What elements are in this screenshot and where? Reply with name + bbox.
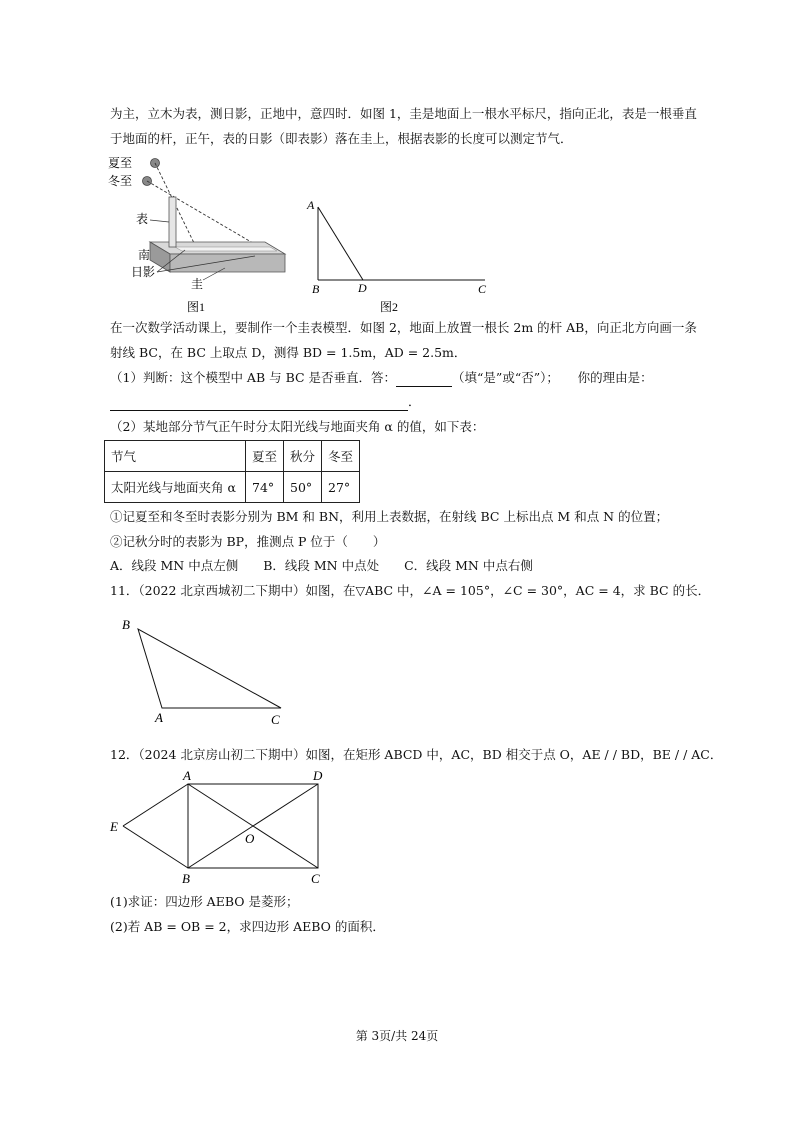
p10-reason-line bbox=[110, 393, 421, 411]
gui-base-side bbox=[170, 254, 285, 272]
label-biao: 表 bbox=[136, 212, 149, 226]
segment-EA bbox=[123, 784, 188, 826]
p10-question-1 bbox=[110, 369, 653, 387]
point-A: A bbox=[307, 198, 315, 212]
p12-part-1: (1)求证：四边形 AEBO 是菱形； bbox=[110, 894, 299, 909]
table-cell: 27° bbox=[322, 472, 360, 503]
figure-p11 bbox=[115, 612, 295, 732]
table-cell: 太阳光线与地面夹角 α bbox=[105, 472, 246, 503]
p10-text-2: 射线 BC，在 BC 上取点 D，测得 BD = 1.5m，AD = 2.5m． bbox=[110, 345, 467, 360]
p12-point-E: E bbox=[110, 819, 118, 834]
caption-figure-1: 图1 bbox=[187, 300, 206, 314]
label-winter: 冬至 bbox=[108, 174, 133, 188]
intro-line-2: 于地面的杆，正午，表的日影（即表影）落在圭上，根据表影的长度可以测定节气． bbox=[110, 131, 573, 146]
label-south: 南 bbox=[138, 248, 151, 262]
p11-point-C: C bbox=[271, 712, 280, 727]
table-cell: 秋分 bbox=[284, 441, 322, 472]
label-summer: 夏至 bbox=[108, 156, 133, 170]
table-cell: 节气 bbox=[105, 441, 246, 472]
figure-p12 bbox=[105, 765, 335, 890]
table-header-row bbox=[105, 441, 360, 472]
label-shadow: 日影 bbox=[131, 265, 156, 279]
p12-point-C: C bbox=[311, 871, 320, 886]
segment-EB bbox=[123, 826, 188, 868]
p11-point-A: A bbox=[155, 710, 163, 725]
biao-pointer bbox=[150, 220, 169, 222]
p10-options: A．线段 MN 中点左侧 B．线段 MN 中点处 C．线段 MN 中点右侧 bbox=[110, 558, 533, 573]
p12-part-2: (2)若 AB = OB = 2，求四边形 AEBO 的面积． bbox=[110, 919, 385, 934]
answer-blank-reason[interactable] bbox=[110, 396, 408, 411]
p10-sub-2: ②记秋分时的表影为 BP，推测点 P 位于（ ） bbox=[110, 534, 386, 549]
p11-point-B: B bbox=[122, 617, 130, 632]
gui-base-stripe bbox=[175, 247, 277, 251]
intro-line-1: 为主，立木为表，测日影，正地中，意四时．如图 1，圭是地面上一根水平标尺，指向正北，表是一根垂直 bbox=[110, 106, 697, 121]
answer-blank-1[interactable] bbox=[396, 372, 452, 387]
p12-point-D: D bbox=[313, 768, 323, 783]
table-cell: 夏至 bbox=[246, 441, 284, 472]
caption-figure-2: 图2 bbox=[380, 300, 399, 314]
label-gui: 圭 bbox=[191, 277, 204, 291]
q1-end: ． bbox=[408, 394, 421, 409]
table-row bbox=[105, 472, 360, 503]
q1-part-b: （填“是”或“否”）； bbox=[452, 370, 553, 385]
p12-point-B: B bbox=[182, 871, 190, 886]
p10-text-1: 在一次数学活动课上，要制作一个圭表模型．如图 2，地面上放置一根长 2m 的杆 AB，向正北方向画一条 bbox=[110, 320, 697, 335]
point-B: B bbox=[312, 282, 320, 296]
p12-point-A: A bbox=[183, 768, 191, 783]
segment-AD bbox=[318, 207, 363, 280]
figure-1 bbox=[105, 150, 305, 315]
table-cell: 74° bbox=[246, 472, 284, 503]
table-cell: 50° bbox=[284, 472, 322, 503]
q1-part-c: 你的理由是： bbox=[577, 370, 653, 385]
p10-sub-1: ①记夏至和冬至时表影分别为 BM 和 BN，利用上表数据，在射线 BC 上标出点 M 和点 N 的位置； bbox=[110, 509, 669, 524]
table-cell: 冬至 bbox=[322, 441, 360, 472]
biao-pole bbox=[169, 197, 176, 247]
triangle-ABC bbox=[138, 629, 281, 708]
figure-2 bbox=[300, 195, 500, 315]
p11-text: 11．（2022 北京西城初二下期中）如图，在▽ABC 中，∠A = 105°，∠C = 30°，AC = 4，求 BC 的长． bbox=[110, 583, 711, 598]
p12-point-O: O bbox=[245, 831, 255, 846]
p12-text: 12．（2024 北京房山初二下期中）如图，在矩形 ABCD 中，AC，BD 相交于点 O，AE / / BD，BE / / AC． bbox=[110, 747, 723, 762]
q1-part-a: （1）判断：这个模型中 AB 与 BC 是否垂直．答： bbox=[110, 370, 397, 385]
point-C: C bbox=[478, 282, 487, 296]
point-D: D bbox=[358, 281, 367, 295]
p10-question-2: （2）某地部分节气正午时分太阳光线与地面夹角 α 的值，如下表： bbox=[110, 419, 485, 434]
page-number: 第 3页/共 24页 bbox=[355, 1029, 439, 1043]
solar-angle-table bbox=[104, 440, 360, 503]
